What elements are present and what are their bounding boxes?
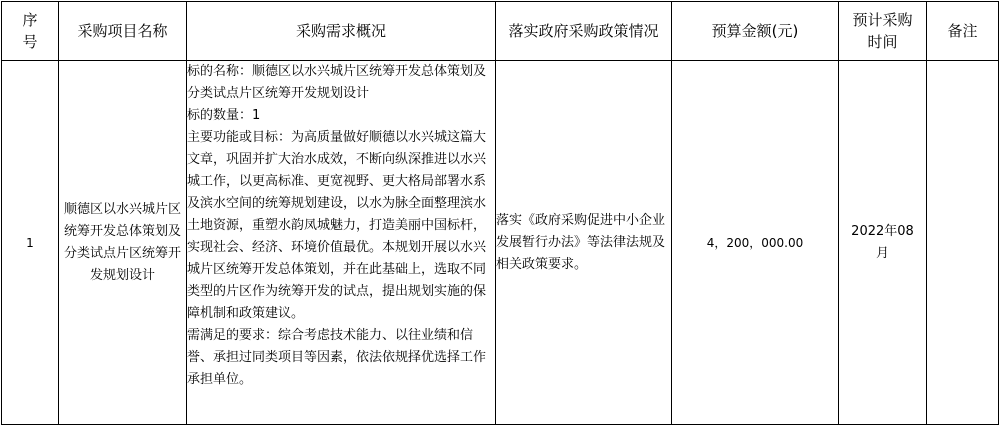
requirement-subject: 标的名称：顺德区以水兴城片区统筹开发总体策划及分类试点片区统筹开发规划设计	[187, 64, 487, 101]
cell-remarks	[927, 61, 999, 425]
header-remarks: 备注	[927, 2, 999, 61]
requirement-goal: 主要功能或目标：为高质量做好顺德以水兴城这篇大文章，巩固并扩大治水成效，不断向纵深推进以水兴城工作，以更高标准、更宽视野、更大格局部署水系及滨水空间的统筹规划建设，以水为脉全面整理滨水土地资源，重塑水韵凤城魅力，打造美丽中国标杆，实现社会、经济、环境价值最优。本规划开展以水兴城片区统筹开发总体策划，并在此基础上，选取不同类型的片区作为统筹开发的试点，提出规划实施的保障机制和政策建议。	[187, 130, 487, 321]
procurement-table	[1, 1, 999, 425]
header-project-name: 采购项目名称	[59, 2, 187, 61]
requirement-quantity: 标的数量：1	[187, 108, 261, 123]
cell-index: 1	[2, 61, 59, 425]
requirement-conditions: 需满足的要求：综合考虑技术能力、以往业绩和信誉、承担过同类项目等因素，依法依规择优选择工作承担单位。	[187, 328, 487, 387]
header-requirement: 采购需求概况	[187, 2, 496, 61]
table-row	[2, 61, 999, 425]
header-index: 序号	[2, 2, 59, 61]
cell-policy: 落实《政府采购促进中小企业发展暂行办法》等法律法规及相关政策要求。	[496, 61, 672, 425]
cell-project-name: 顺德区以水兴城片区统筹开发总体策划及分类试点片区统筹开发规划设计	[59, 61, 187, 425]
header-row	[2, 2, 999, 61]
cell-expected-time: 2022年08月	[839, 61, 927, 425]
cell-budget: 4，200，000.00	[672, 61, 839, 425]
cell-requirement	[187, 61, 496, 425]
header-budget: 预算金额(元)	[672, 2, 839, 61]
header-policy: 落实政府采购政策情况	[496, 2, 672, 61]
header-expected-time: 预计采购时间	[839, 2, 927, 61]
